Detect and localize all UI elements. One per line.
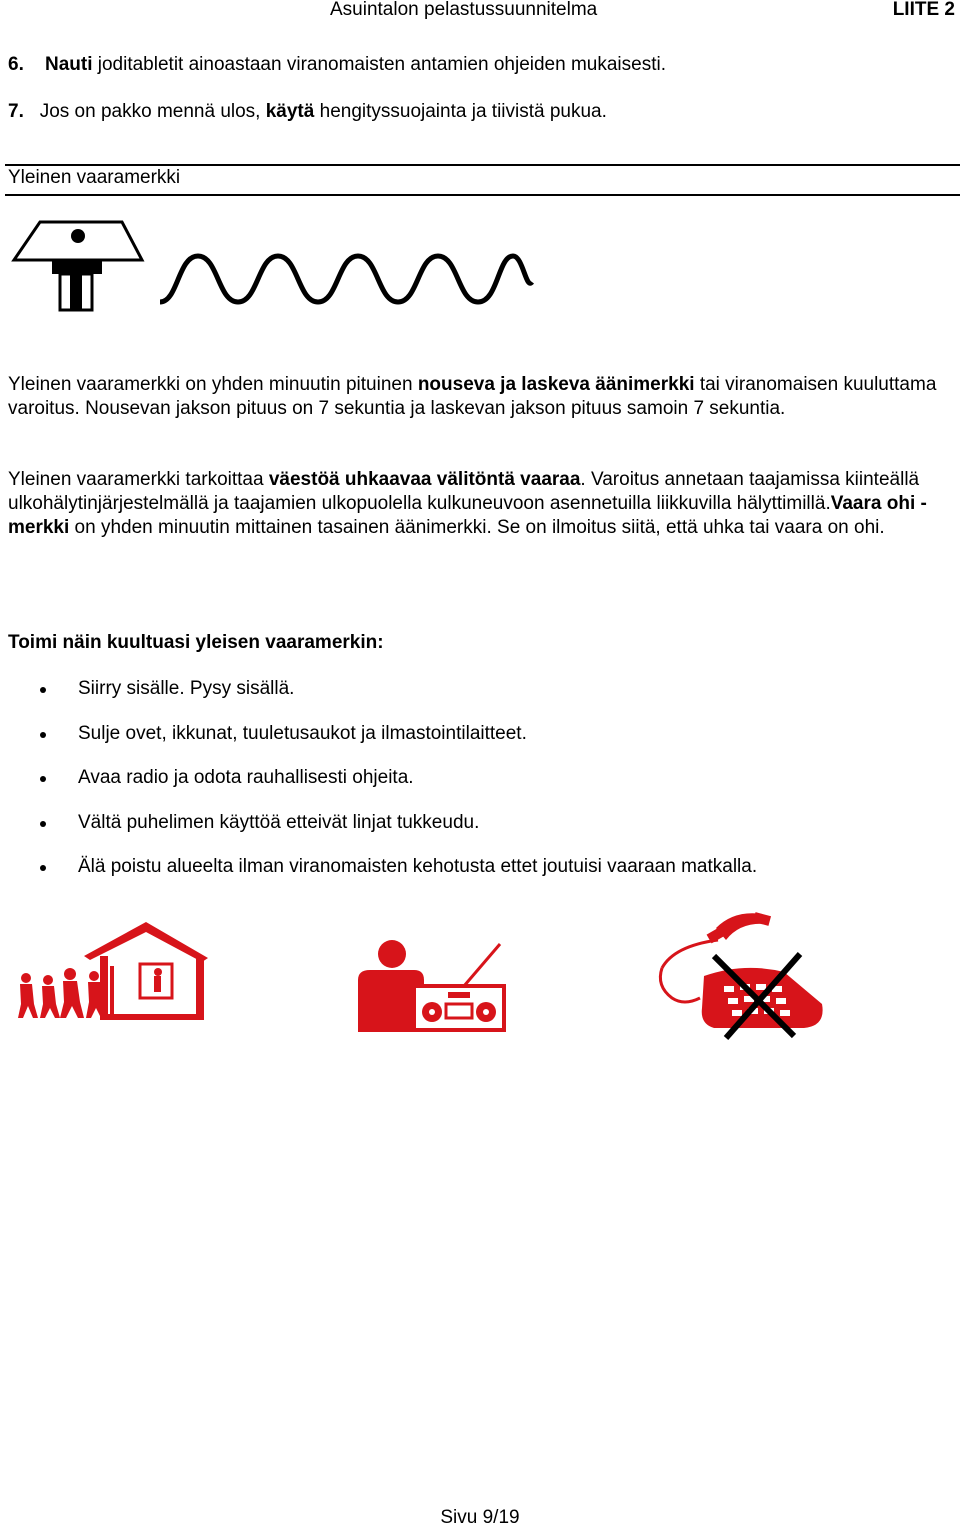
list-item-text: Avaa radio ja odota rauhallisesti ohjeita. xyxy=(78,767,414,788)
list-item-7 xyxy=(8,101,607,123)
item-bold: käytä xyxy=(265,101,315,122)
item-number: 7. xyxy=(8,101,24,122)
bullet-icon xyxy=(40,687,46,693)
list-item xyxy=(40,677,757,722)
para-text: tai viranomaisen kuuluttama varoitus. Nousevan jakson pituus on 7 sekuntia ja laskevan jakson pituus samoin 7 sekuntia. xyxy=(8,374,937,419)
list-item xyxy=(40,766,757,811)
para-text: on yhden minuutin mittainen tasainen äänimerkki. Se on ilmoitus siitä, että uhka tai vaara on ohi. xyxy=(69,517,885,538)
para-text: . Varoitus annetaan taajamissa kiinteällä ulkohälytinjärjestelmällä ja taajamien ulkopuolella kulkuneuvoon asennetuilla liikkuvilla hälyttimillä. xyxy=(8,469,920,514)
list-item-text: Älä poistu alueelta ilman viranomaisten kehotusta ettet joutuisi vaaraan matkalla. xyxy=(78,856,758,877)
para-bold: Vaara ohi -merkki xyxy=(8,493,927,538)
annex-label: LIITE 2 xyxy=(892,0,955,20)
list-item-text: Sulje ovet, ikkunat, tuuletusaukot ja ilmastointilaitteet. xyxy=(78,722,527,744)
item-bold: Nauti xyxy=(44,54,93,75)
item-text: joditabletit ainoastaan viranomaisten antamien ohjeiden mukaisesti. xyxy=(92,54,666,75)
paragraph-meaning xyxy=(8,468,958,540)
bullet-icon xyxy=(40,776,46,782)
item-text-pre: Jos on pakko mennä ulos, xyxy=(39,101,266,122)
go-inside-icon xyxy=(6,918,212,1022)
section-header xyxy=(5,164,960,196)
list-item-6 xyxy=(8,54,666,76)
bullet-icon xyxy=(40,865,46,871)
siren-icon xyxy=(10,214,150,312)
item-text: hengityssuojainta ja tiivistä pukua. xyxy=(314,101,607,122)
para-text: Yleinen vaaramerkki on yhden minuutin pituinen xyxy=(8,374,418,395)
radio-icon xyxy=(354,940,510,1034)
para-bold: väestöä uhkaavaa välitöntä vaaraa xyxy=(268,469,581,490)
para-bold: nouseva ja laskeva äänimerkki xyxy=(417,374,695,395)
instructions-heading: Toimi näin kuultuasi yleisen vaaramerkin: xyxy=(8,632,384,653)
section-title: Yleinen vaaramerkki xyxy=(8,167,181,188)
item-number: 6. xyxy=(8,54,24,75)
instructions-list xyxy=(40,677,757,900)
paragraph-description xyxy=(8,373,958,421)
list-item-text: Vältä puhelimen käyttöä etteivät linjat tukkeudu. xyxy=(78,811,480,833)
list-item-text: Siirry sisälle. Pysy sisällä. xyxy=(78,678,295,699)
document-title: Asuintalon pelastussuunnitelma xyxy=(330,0,598,20)
para-text: Yleinen vaaramerkki tarkoittaa xyxy=(8,469,269,490)
list-item xyxy=(40,811,757,856)
no-phone-icon xyxy=(654,906,828,1040)
bullet-icon xyxy=(40,732,46,738)
bullet-icon xyxy=(40,821,46,827)
wave-icon xyxy=(158,250,536,308)
list-item xyxy=(40,722,757,767)
list-item xyxy=(40,855,757,900)
page-number: Sivu 9/19 xyxy=(440,1507,520,1528)
